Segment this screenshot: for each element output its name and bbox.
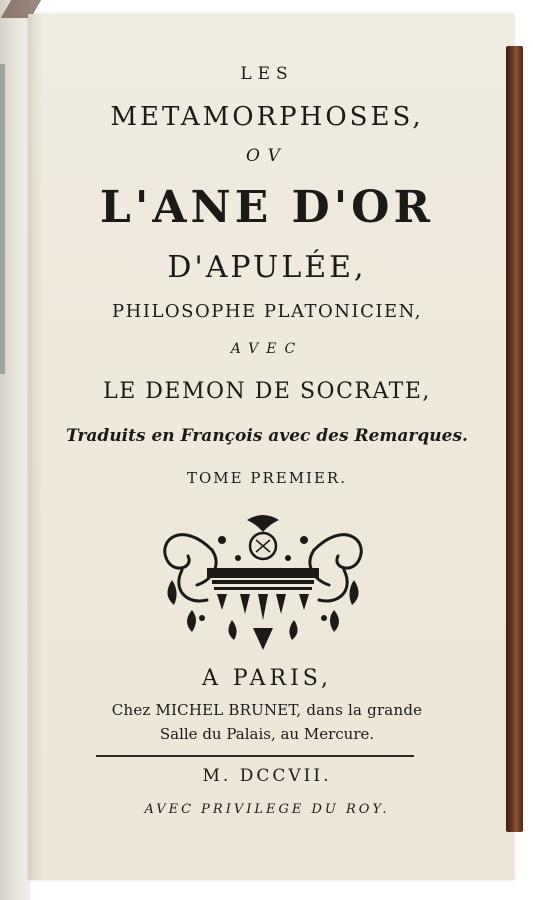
title-traduits: Traduits en François avec des Remarques.: [66, 426, 468, 446]
title-metamorphoses: METAMORPHOSES,: [110, 102, 424, 132]
floral-vignette-icon: [152, 510, 374, 656]
imprint-city: A PARIS,: [201, 666, 333, 691]
imprint-privilege: AVEC PRIVILEGE DU ROY.: [144, 802, 390, 817]
title-ov: OV: [246, 146, 288, 166]
page-fold-shadow: [28, 14, 42, 880]
binding-sliver: [0, 64, 5, 374]
title-avec: AVEC: [230, 341, 304, 357]
title-apulee: D'APULÉE,: [167, 250, 367, 285]
title-demon: LE DEMON DE SOCRATE,: [103, 379, 431, 404]
title-les: LES: [240, 64, 294, 84]
title-ane-dor: L'ANE D'OR: [99, 182, 435, 233]
title-tome: TOME PREMIER.: [186, 469, 347, 487]
adjacent-page-edge: [0, 0, 30, 900]
imprint-publisher: Chez MICHEL BRUNET, dans la grande: [111, 701, 423, 719]
title-page: [28, 14, 514, 880]
imprint-rule: [96, 755, 414, 757]
title-philosophe: PHILOSOPHE PLATONICIEN,: [112, 301, 422, 322]
imprint-address: Salle du Palais, au Mercure.: [159, 725, 375, 743]
leather-spine-edge: [506, 46, 523, 832]
imprint-year: M. DCCVII.: [202, 766, 332, 786]
